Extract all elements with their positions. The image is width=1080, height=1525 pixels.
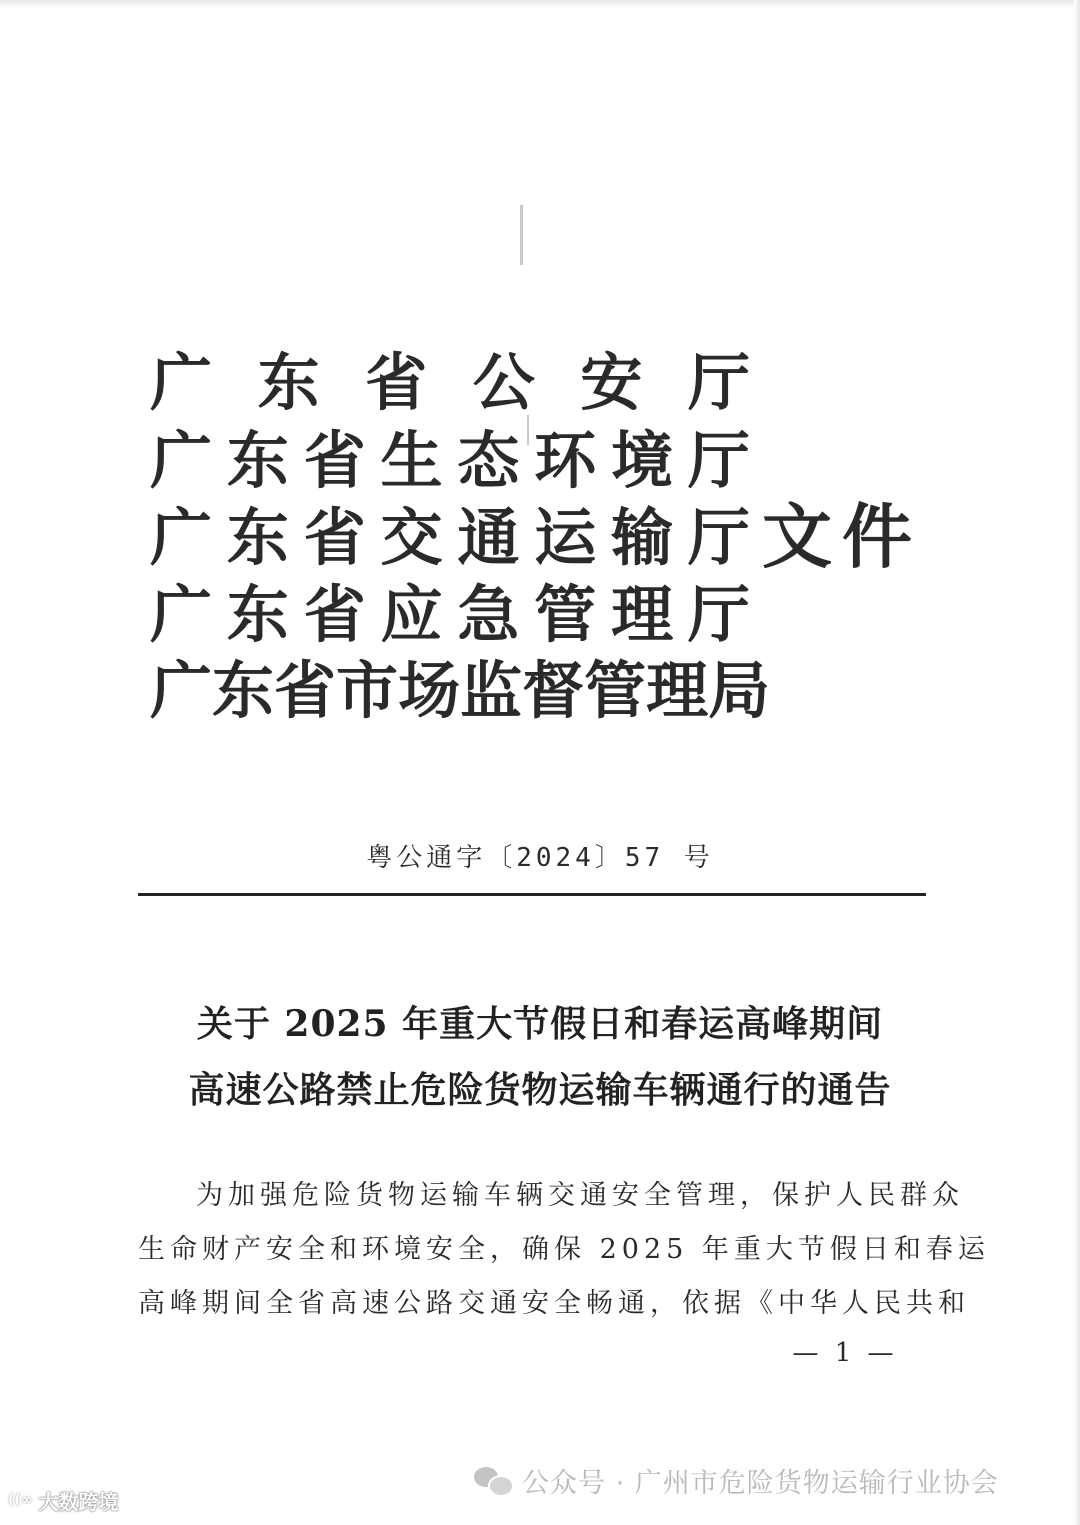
agency-character: 广 [150, 501, 213, 574]
agency-character: 态 [457, 424, 520, 497]
agency-character: 监 [460, 654, 523, 727]
agency-character: 安 [580, 346, 643, 419]
document-number: 粤公通字〔2024〕57 号 [366, 843, 714, 873]
agency-character: 公 [472, 346, 535, 419]
agency-character: 急 [457, 578, 520, 651]
agency-character: 交 [380, 501, 443, 574]
agency-character: 省 [274, 654, 337, 727]
agency-character: 省 [365, 346, 428, 419]
agency-character: 厅 [687, 501, 750, 574]
body-paragraph-line: 高峰期间全省高速公路交通安全畅通，依据《中华人民共和 [138, 1288, 970, 1319]
agency-character: 督 [522, 654, 585, 727]
agency-line-transport [150, 503, 750, 573]
agency-character: 东 [257, 346, 320, 419]
agency-character: 东 [212, 654, 275, 727]
agency-character: 局 [708, 654, 771, 727]
header-divider [138, 893, 926, 896]
wechat-watermark [474, 1456, 999, 1504]
agency-character: 场 [398, 654, 461, 727]
source-watermark-text: 大数跨境 [38, 1489, 119, 1514]
agency-character: 市 [336, 654, 399, 727]
agency-character: 理 [611, 578, 674, 651]
agency-character: 东 [226, 578, 289, 651]
agency-character: 厅 [687, 346, 750, 419]
agency-character: 运 [534, 501, 597, 574]
agency-character: 环 [534, 424, 597, 497]
agency-character: 广 [150, 578, 213, 651]
agency-line-emergency-management [150, 580, 750, 650]
agency-character: 应 [380, 578, 443, 651]
source-logo-icon: ((∞ [8, 1492, 33, 1508]
agency-character: 通 [457, 501, 520, 574]
agency-character: 广 [150, 654, 213, 727]
body-paragraph-line: 生命财产安全和环境安全，确保 2025 年重大节假日和春运 [138, 1234, 990, 1265]
agency-character: 生 [380, 424, 443, 497]
agency-character: 省 [303, 578, 366, 651]
wechat-icon [474, 1465, 512, 1495]
agency-character: 东 [226, 501, 289, 574]
agency-character: 省 [303, 501, 366, 574]
page-number: — 1 — [792, 1338, 898, 1368]
agency-line-public-security [150, 348, 750, 418]
issuing-agencies-header [150, 348, 950, 728]
agency-line-ecology-environment [150, 426, 750, 496]
agency-character: 厅 [687, 578, 750, 651]
notice-title-line-1: 关于 2025 年重大节假日和春运高峰期间 [196, 1003, 884, 1045]
agency-character: 境 [611, 424, 674, 497]
agency-character: 管 [584, 654, 647, 727]
agency-character: 广 [150, 424, 213, 497]
agency-character: 管 [534, 578, 597, 651]
source-watermark [8, 1484, 118, 1516]
scan-edge-right [1074, 0, 1080, 1525]
agency-character: 输 [611, 501, 674, 574]
document-word: 文件 [762, 495, 922, 578]
agency-character: 厅 [687, 424, 750, 497]
notice-title-line-2: 高速公路禁止危险货物运输车辆通行的通告 [188, 1069, 892, 1111]
body-paragraph-line: 为加强危险货物运输车辆交通安全管理，保护人民群众 [196, 1180, 964, 1211]
scan-speck [520, 205, 523, 265]
wechat-watermark-text: 公众号 · 广州市危险货物运输行业协会 [522, 1467, 999, 1499]
agency-character: 理 [646, 654, 709, 727]
agency-character: 东 [226, 424, 289, 497]
agency-line-market-supervision [150, 654, 771, 727]
agency-character: 省 [303, 424, 366, 497]
scan-edge-top [0, 0, 1080, 8]
agency-character: 广 [150, 346, 213, 419]
